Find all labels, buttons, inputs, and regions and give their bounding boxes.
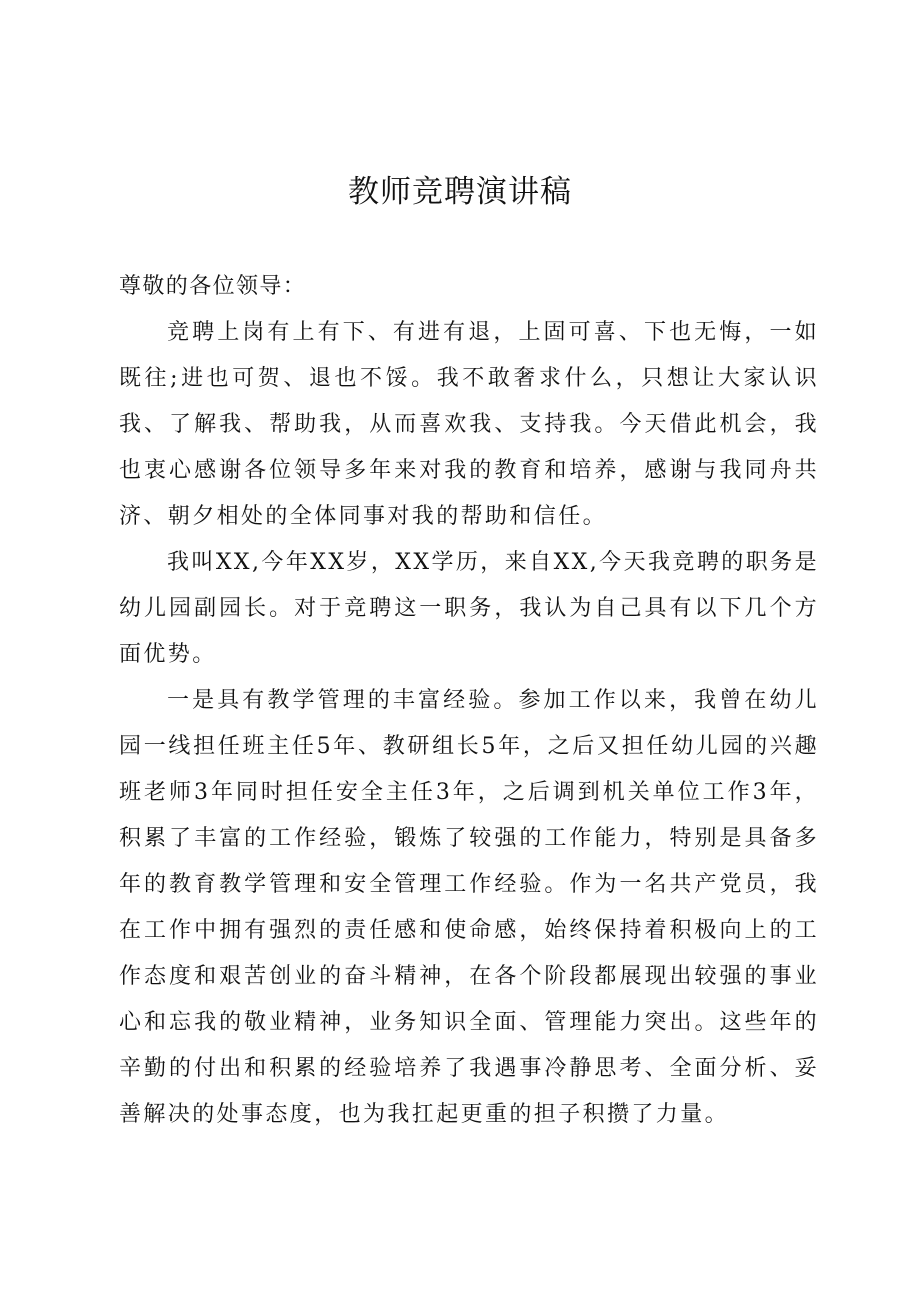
paragraph-3: 一是具有教学管理的丰富经验。参加工作以来，我曾在幼儿园一线担任班主任5年、教研组长5年，之后又担任幼儿园的兴趣班老师3年同时担任安全主任3年，之后调到机关单位工作3年，积累了丰富的工作经验，锻炼了较强的工作能力，特别是具备多年的教育教学管理和安全管理工作经验。作为一名共产党员，我在工作中拥有强烈的责任感和使命感，始终保持着积极向上的工作态度和艰苦创业的奋斗精神，在各个阶段都展现出较强的事业心和忘我的敬业精神，业务知识全面、管理能力突出。这些年的辛勤的付出和积累的经验培养了我遇事冷静思考、全面分析、妥善解决的处事态度，也为我扛起更重的担子积攒了力量。: [119, 688, 819, 1127]
salutation: 尊敬的各位领导：: [119, 274, 307, 299]
document-title: 教师竞聘演讲稿: [348, 174, 572, 210]
paragraph-1: 竞聘上岗有上有下、有进有退，上固可喜、下也无悔，一如既往;进也可贺、退也不馁。我不敢奢求什么，只想让大家认识我、了解我、帮助我，从而喜欢我、支持我。今天借此机会，我也衷心感谢各位领导多年来对我的教育和培养，感谢与我同舟共济、朝夕相处的全体同事对我的帮助和信任。: [119, 320, 819, 529]
paragraph-2: 我叫XX,今年XX岁，XX学历，来自XX,今天我竞聘的职务是幼儿园副园长。对于竞聘这一职务，我认为自己具有以下几个方面优势。: [119, 550, 819, 667]
document-body: [119, 264, 819, 1138]
